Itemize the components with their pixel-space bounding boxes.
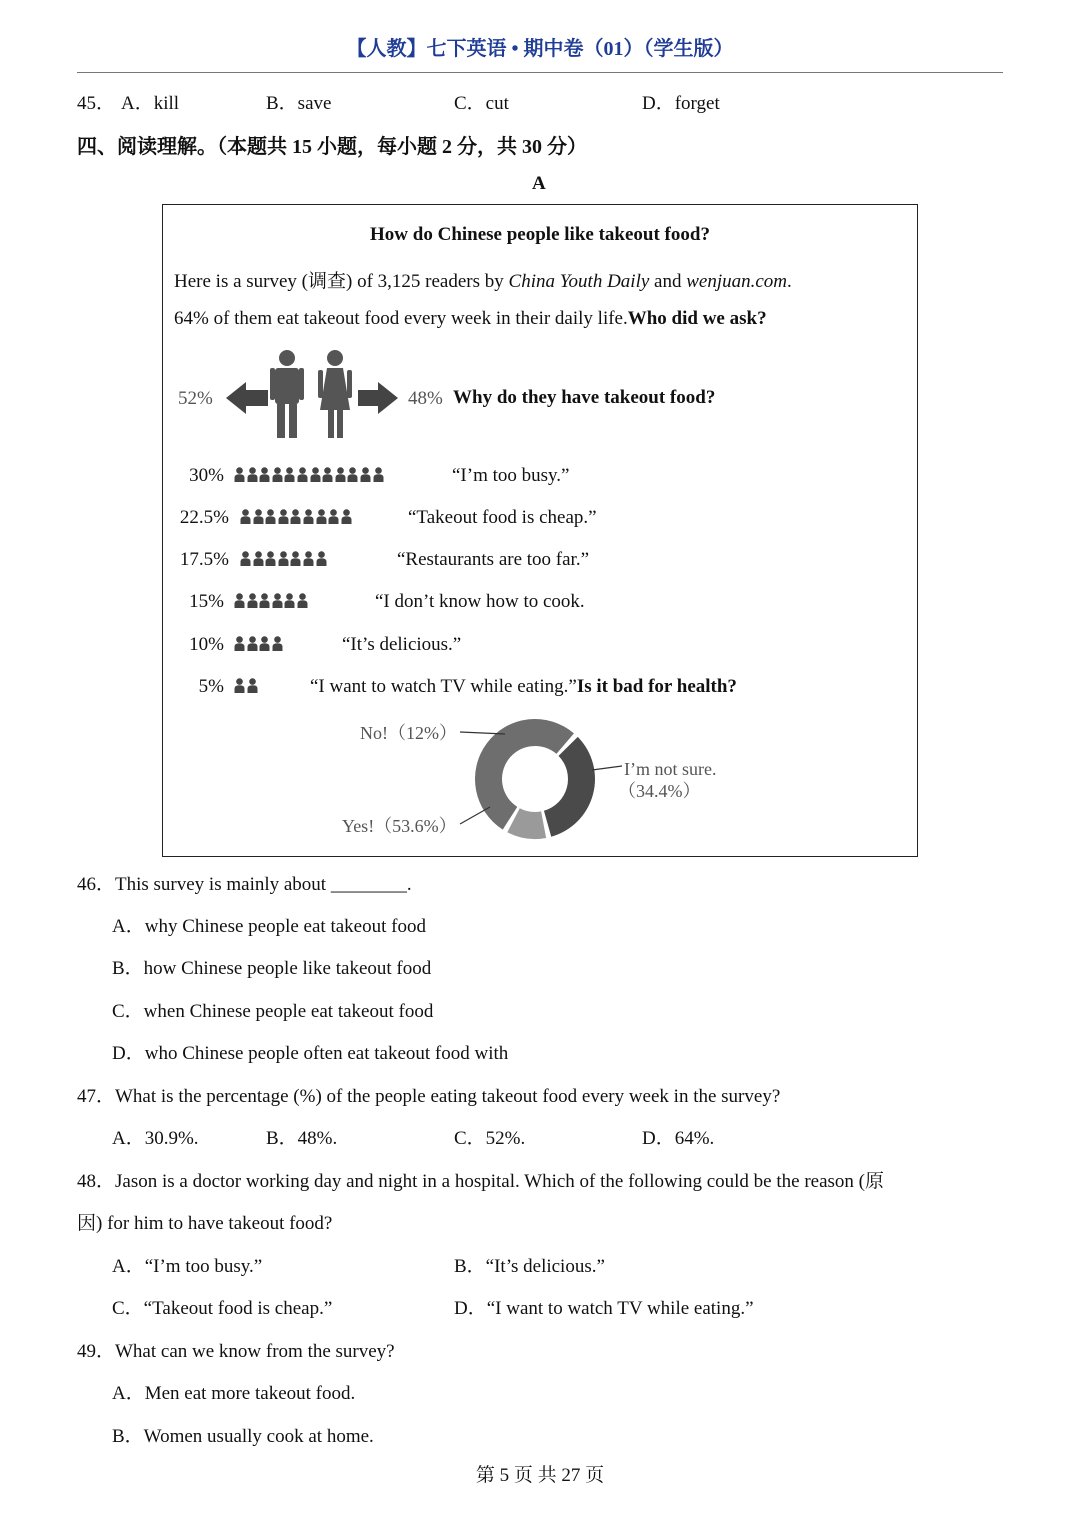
person-icon [234, 467, 245, 482]
q46-option-c: C．when Chinese people eat takeout food [112, 1001, 434, 1022]
person-icon [259, 467, 270, 482]
q47-option-c: C．52%. [454, 1128, 526, 1149]
person-icon [272, 636, 283, 651]
person-icon [360, 467, 371, 482]
q47-stem: 47．What is the percentage (%) of the people eating takeout food every week in the survey? [77, 1086, 781, 1107]
reason-1-text: “I’m too busy.” [452, 465, 570, 486]
women-percentage: 48% [408, 388, 443, 409]
person-icon [328, 509, 339, 524]
donut-slices [475, 719, 595, 839]
person-icon [247, 593, 258, 608]
no-label: No!（12%） [360, 723, 457, 743]
person-icon [278, 551, 289, 566]
reason-5-text: “It’s delicious.” [342, 634, 462, 655]
q45-option-b: B．save [266, 93, 332, 114]
page-footer: 第 5 页 共 27 页 [475, 1465, 605, 1486]
q45-number: 45． [77, 93, 116, 114]
reason-1-people-icons [234, 463, 385, 485]
person-icon [335, 467, 346, 482]
men-percentage: 52% [178, 388, 213, 409]
header-divider [77, 72, 1003, 73]
source-china-youth-daily: China Youth Daily [508, 271, 650, 292]
person-icon [247, 467, 258, 482]
person-icon [272, 467, 283, 482]
reason-1-percentage: 30% [189, 465, 224, 486]
reason-3-people-icons [240, 547, 328, 569]
line1-text: Here is a survey (调查) of 3,125 readers by [174, 271, 509, 292]
reason-2-text: “Takeout food is cheap.” [408, 507, 597, 528]
person-icon [253, 509, 264, 524]
q48-stem-line2: 因) for him to have takeout food? [77, 1213, 333, 1234]
q45-option-c: C．cut [454, 93, 509, 114]
person-icon [290, 551, 301, 566]
man-figure-icon [270, 350, 304, 438]
q48-stem-line1: 48．Jason is a doctor working day and night in a hospital. Which of the following could be the reason (原 [77, 1171, 884, 1192]
reason-3-percentage: 17.5% [179, 549, 229, 570]
reason-5-percentage: 10% [189, 634, 224, 655]
q47-option-a: A．30.9%. [112, 1128, 199, 1149]
who-did-we-ask: Who did we ask? [627, 308, 767, 329]
left-arrow-icon [226, 382, 268, 414]
person-icon [259, 593, 270, 608]
reason-6-text [310, 676, 737, 698]
yes-label: Yes!（53.6%） [342, 816, 457, 836]
not-sure-label-line1: I’m not sure. [624, 759, 717, 779]
reason-6-people-icons [234, 674, 259, 696]
reason-4-percentage: 15% [189, 591, 224, 612]
passage-title: How do Chinese people like takeout food? [370, 224, 710, 245]
person-icon [341, 509, 352, 524]
q48-option-c: C．“Takeout food is cheap.” [112, 1298, 333, 1319]
passage-line-1 [174, 266, 792, 293]
donut-slice-not-sure [544, 737, 595, 837]
q47-option-d: D．64%. [642, 1128, 715, 1149]
gender-figure-graphic [224, 346, 400, 442]
reason-4-text: “I don’t know how to cook. [375, 591, 585, 612]
reason-4-people-icons [234, 589, 310, 611]
line2-text: 64% of them eat takeout food every week in their daily life. [174, 308, 628, 329]
q46-option-d: D．who Chinese people often eat takeout food with [112, 1043, 509, 1064]
reason-2-people-icons [240, 505, 353, 527]
person-icon [247, 636, 258, 651]
person-icon [303, 551, 314, 566]
person-icon [272, 593, 283, 608]
reason-6-percentage: 5% [198, 676, 224, 697]
person-icon [297, 593, 308, 608]
person-icon [240, 551, 251, 566]
person-icon [310, 467, 321, 482]
person-icon [290, 509, 301, 524]
person-icon [347, 467, 358, 482]
person-icon [322, 467, 333, 482]
q48-option-b: B．“It’s delicious.” [454, 1256, 605, 1277]
reason-5-people-icons [234, 632, 284, 654]
q49-option-b: B．Women usually cook at home. [112, 1426, 374, 1447]
person-icon [234, 678, 245, 693]
q46-stem: 46．This survey is mainly about ________. [77, 874, 412, 895]
source-wenjuan: wenjuan.com [686, 271, 788, 292]
q45-option-d: D．forget [642, 93, 720, 114]
why-question: Why do they have takeout food? [453, 387, 716, 408]
woman-figure-icon [318, 350, 352, 438]
person-icon [253, 551, 264, 566]
line1-and: and [649, 271, 687, 292]
person-icon [303, 509, 314, 524]
person-icon [234, 636, 245, 651]
reason-3-text: “Restaurants are too far.” [397, 549, 590, 570]
reason-2-percentage: 22.5% [179, 507, 229, 528]
q48-option-d: D．“I want to watch TV while eating.” [454, 1298, 754, 1319]
passage-line-2 [174, 308, 767, 330]
not-sure-label-line2: （34.4%） [618, 781, 701, 801]
q45-option-a: A．kill [121, 93, 180, 114]
person-icon [259, 636, 270, 651]
reason-6-quote: “I want to watch TV while eating.” [310, 676, 577, 697]
yes-leader-line [460, 807, 490, 824]
person-icon [240, 509, 251, 524]
page-header-title: 【人教】七下英语 • 期中卷（01）（学生版） [346, 38, 734, 60]
person-icon [316, 509, 327, 524]
person-icon [265, 509, 276, 524]
health-donut-chart [330, 712, 750, 847]
person-icon [284, 467, 295, 482]
person-icon [316, 551, 327, 566]
line1-period: . [787, 271, 792, 292]
person-icon [284, 593, 295, 608]
q46-option-b: B．how Chinese people like takeout food [112, 958, 432, 979]
q47-option-b: B．48%. [266, 1128, 338, 1149]
passage-letter: A [532, 173, 546, 194]
q49-stem: 49．What can we know from the survey? [77, 1341, 395, 1362]
q49-option-a: A．Men eat more takeout food. [112, 1383, 356, 1404]
person-icon [297, 467, 308, 482]
section-title: 四、阅读理解。（本题共 15 小题，每小题 2 分，共 30 分） [77, 136, 587, 158]
health-question: Is it bad for health? [576, 676, 737, 697]
not-sure-leader-line [592, 766, 622, 770]
right-arrow-icon [358, 382, 398, 414]
person-icon [373, 467, 384, 482]
q48-option-a: A．“I’m too busy.” [112, 1256, 263, 1277]
person-icon [278, 509, 289, 524]
person-icon [247, 678, 258, 693]
person-icon [265, 551, 276, 566]
person-icon [234, 593, 245, 608]
q46-option-a: A．why Chinese people eat takeout food [112, 916, 426, 937]
